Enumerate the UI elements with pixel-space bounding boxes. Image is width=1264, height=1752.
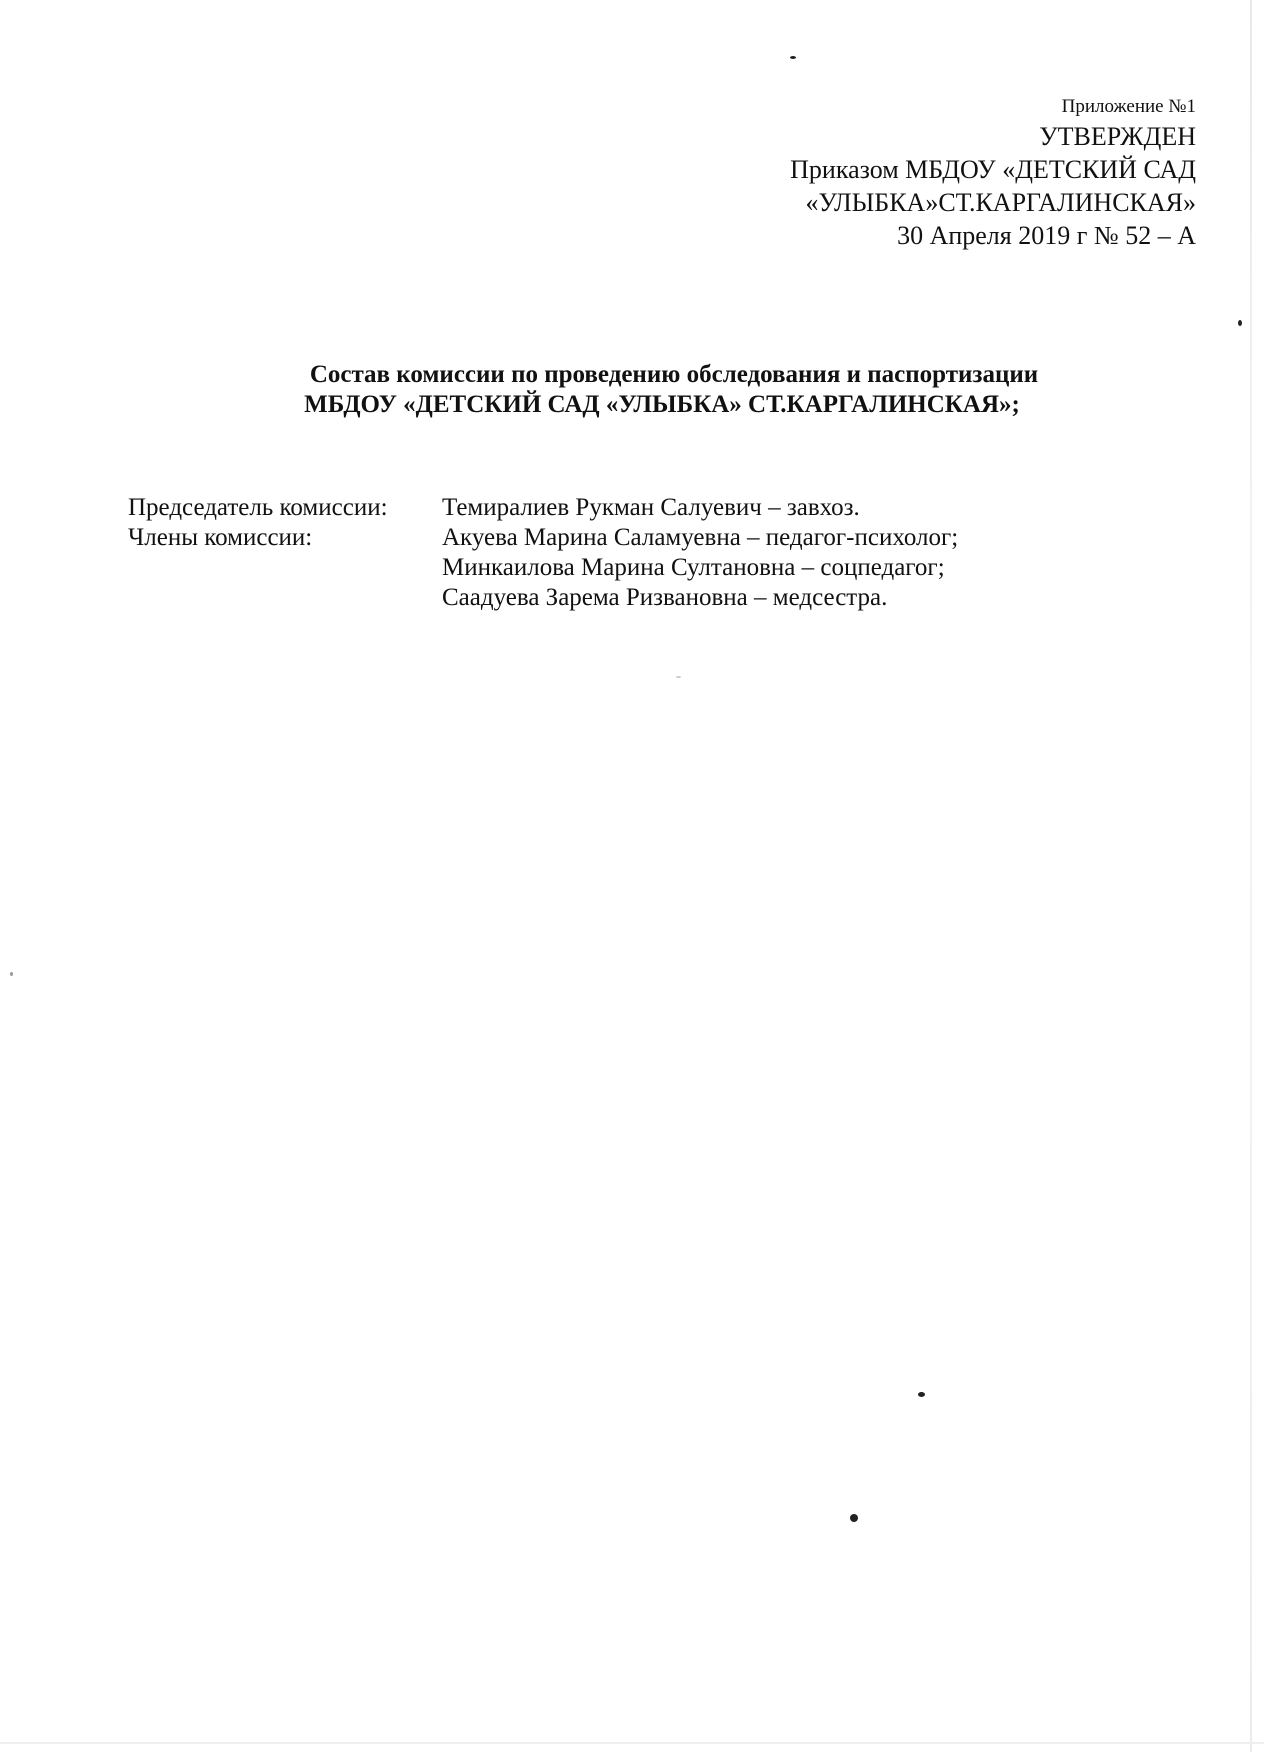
chair-name: Темиралиев Рукман Салуевич – завхоз.: [442, 494, 860, 521]
order-date-number: 30 Апреля 2019 г № 52 – А: [897, 221, 1196, 250]
members-label: Члены комиссии:: [128, 524, 313, 551]
member-name: Минкаилова Марина Султановна – соцпедагог;: [442, 554, 945, 581]
scan-speck: [850, 1514, 858, 1522]
approval-block: [576, 94, 1196, 252]
member-name: Саадуева Зарема Ризвановна – медсестра.: [442, 584, 888, 611]
scan-speck: [676, 676, 681, 678]
scan-speck: [918, 1392, 925, 1397]
annex-label: Приложение №1: [1061, 96, 1196, 117]
scan-edge-bottom: [0, 1742, 1264, 1744]
members-label-spacer: [128, 553, 442, 583]
order-line-1: Приказом МБДОУ «ДЕТСКИЙ САД: [790, 155, 1196, 184]
chair-label: Председатель комиссии:: [128, 494, 388, 521]
member-row: [128, 523, 958, 553]
order-line-2: «УЛЫБКА»СТ.КАРГАЛИНСКАЯ»: [805, 188, 1196, 217]
document-title: [0, 360, 1264, 420]
commission-list: [128, 493, 958, 613]
scan-speck: [10, 972, 13, 976]
scan-speck: [1238, 320, 1242, 326]
title-line-1: Состав комиссии по проведению обследования и паспортизации: [309, 361, 1039, 388]
members-label-spacer: [128, 583, 442, 613]
scan-edge-right: [1250, 0, 1252, 1752]
member-row: [128, 583, 958, 613]
member-name: Акуева Марина Саламуевна – педагог-психолог;: [442, 524, 959, 551]
member-row: [128, 553, 958, 583]
scan-speck: [790, 56, 796, 59]
title-line-2: МБДОУ «ДЕТСКИЙ САД «УЛЫБКА» СТ.КАРГАЛИНСКАЯ»;: [304, 391, 1020, 418]
approved-label: УТВЕРЖДЕН: [1039, 122, 1196, 151]
chair-row: [128, 493, 958, 523]
